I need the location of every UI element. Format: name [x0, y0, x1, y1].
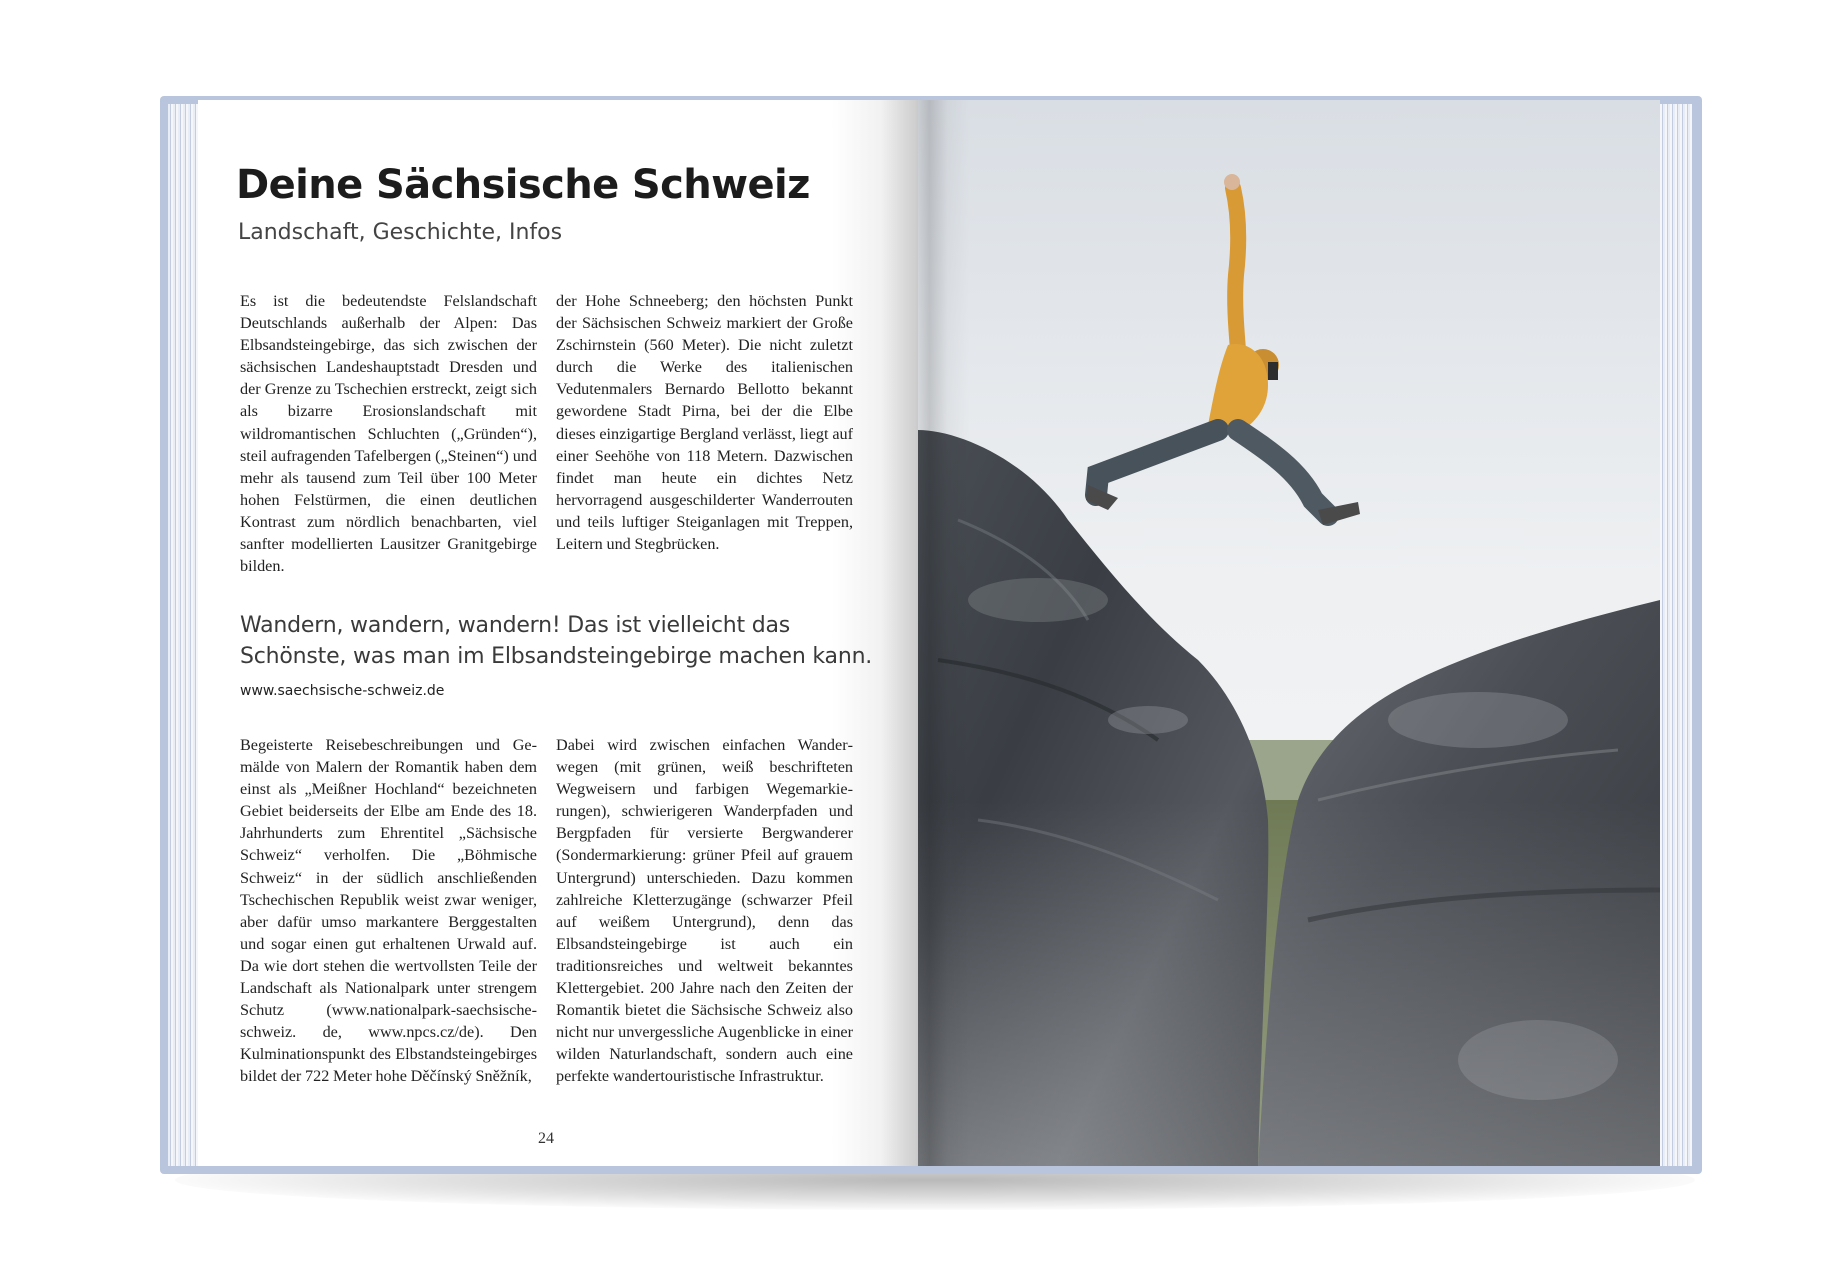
- pull-quote: Wandern, wandern, wandern! Das ist vielleicht das Schönste, was man im Elbsandsteingebirge machen kann.: [240, 613, 873, 669]
- body-column-1: [240, 734, 537, 1088]
- intro-column-2: [556, 290, 853, 555]
- page-edges-right: [1660, 104, 1692, 1166]
- website-link[interactable]: www.saechsische-schweiz.de: [240, 683, 445, 699]
- intro-column-1: [240, 290, 537, 577]
- left-page: [198, 100, 918, 1166]
- body-column-2: [556, 734, 853, 1088]
- page-title: Deine Sächsische Schweiz: [236, 162, 810, 208]
- intro-paragraph-2: der Hohe Schneeberg; den höchsten Punkt der Sächsischen Schweiz markiert der Große Zschirnstein (560 Meter). Die nicht zuletzt durch die Werke des italienischen Vedutenmalers Bernardo Bellotto bekannt gewordene Stadt Pirna, bei der die Elbe dieses einzigartige Bergland verlässt, liegt auf einer Seehöhe von 118 Metern. Dazwischen findet man heute ein dichtes Netz hervorragend ausgeschilderter Wanderrouten und teils luftiger Steiganlagen mit Treppen, Leitern und Stegbrücken.: [556, 292, 853, 554]
- body-paragraph-1: Begeisterte Reisebeschreibungen und Gemälde von Malern der Romantik haben dem einst als „Meißner Hochland“ bezeichneten Gebiet beiderseits der Elbe am Ende des 18. Jahrhunderts zum Ehrentitel „Sächsische Schweiz“ verholfen. Die „Böhmische Schweiz“ in der südlich anschließenden Tschechischen Republik weist zwar weniger, aber dafür umso markantere Berggestalten und sogar einen gut erhaltenen Urwald auf. Da wie dort stehen die wertvollsten Teile der Landschaft als Nationalpark unter strengem Schutz (www.nationalpark-saechsische-schweiz. de, www.npcs.cz/de). Den Kulminationspunkt des Elbstandsteingebirges bildet der 722 Meter hohe Děčínský Sněžník,: [240, 736, 537, 1086]
- hiker-jumping-photo: [918, 100, 1660, 1166]
- right-page: [918, 100, 1660, 1166]
- page-number: 24: [538, 1130, 554, 1147]
- page-edges-left: [168, 104, 198, 1166]
- intro-paragraph-1: Es ist die bedeutendste Felslandschaft Deutschlands außerhalb der Alpen: Das Elbsandsteingebirge, das sich zwischen der sächsischen Landeshauptstadt Dresden und der Grenze zu Tschechien erstreckt, zeigt sich als bizarre Erosionslandschaft mit wildromantischen Schluchten („Gründen“), steil aufragenden Tafelbergen („Steinen“) und mehr als tausend zum Teil über 100 Meter hohen Felstürmen, die einen deutlichen Kontrast zum nördlich benachbarten, viel sanfter modellierten Lausitzer Granitgebirge bilden.: [240, 292, 537, 576]
- body-paragraph-2: Dabei wird zwischen einfachen Wanderwegen (mit grünen, weiß beschrifteten Wegweisern und farbigen Wegemarkierungen), schwierigeren Wanderpfaden und Bergpfaden für versierte Bergwanderer (Sondermarkierung: grüner Pfeil auf grauem Untergrund) unterschieden. Dazu kommen zahlreiche Kletterzugänge (schwarzer Pfeil auf weißem Untergrund), denn das Elbsandsteingebirge ist auch ein traditionsreiches und weltweit bekanntes Klettergebiet. 200 Jahre nach den Zeiten der Romantik bietet die Sächsische Schweiz also nicht nur unvergessliche Augenblicke in einer wilden Naturlandschaft, sondern auch eine perfekte wandertouristische Infrastruktur.: [556, 736, 853, 1086]
- page-subtitle: Landschaft, Geschichte, Infos: [238, 220, 563, 245]
